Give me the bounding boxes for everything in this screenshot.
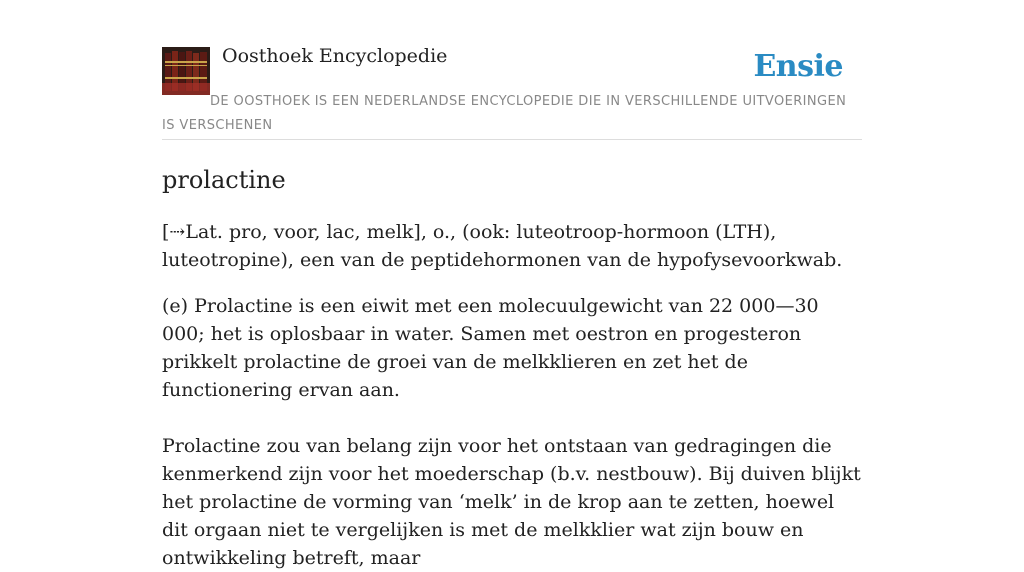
page: [162, 0, 862, 572]
site-avatar[interactable]: [162, 47, 210, 95]
article-paragraph: [⇢Lat. pro, voor, lac, melk], o., (ook: luteotroop-hormoon (LTH), luteotropine), een van de peptidehormonen van de hypofysevoorkwab.: [162, 221, 843, 271]
site-name[interactable]: Oosthoek Encyclopedie: [222, 45, 448, 67]
article-title: prolactine: [162, 166, 286, 194]
books-image: [162, 47, 210, 95]
site-tagline: DE OOSTHOEK IS EEN NEDERLANDSE ENCYCLOPEDIE DIE IN VERSCHILLENDE UITVOERINGEN IS VERSCHENEN: [162, 94, 847, 133]
header: [162, 0, 862, 140]
article-paragraph: Prolactine zou van belang zijn voor het ontstaan van gedragingen die kenmerkend zijn voor het moederschap (b.v. nestbouw). Bij duiven blijkt het prolactine de vorming van ‘melk’ in de krop aan te zetten, hoewel dit orgaan niet te vergelijken is met de melkklier wat zijn bouw en ontwikkeling betreft, maar: [162, 435, 861, 569]
brand-logo[interactable]: Ensie: [753, 49, 843, 84]
article-paragraph: (e) Prolactine is een eiwit met een molecuulgewicht van 22 000—30 000; het is oplosbaar in water. Samen met oestron en progesteron prikkelt prolactine de groei van de melkklieren en zet het de functionering ervan aan.: [162, 295, 819, 401]
